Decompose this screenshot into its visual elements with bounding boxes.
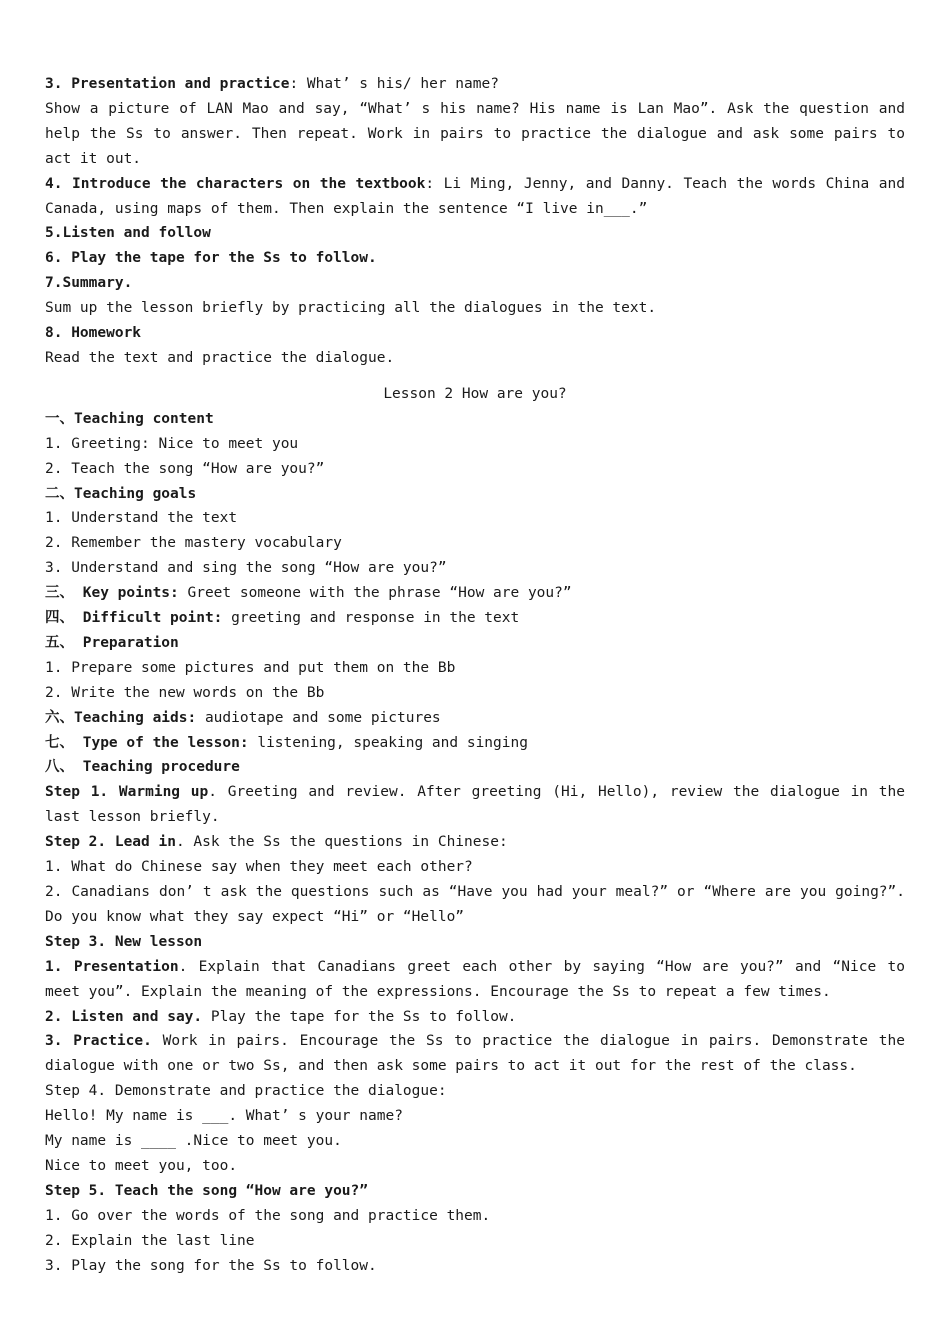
section-5-item: 1. Prepare some pictures and put them on the Bb <box>45 659 456 676</box>
step-5-item: 3. Play the song for the Ss to follow. <box>45 1257 377 1274</box>
step-2-body: . Ask the Ss the questions in Chinese: <box>175 834 508 851</box>
item-5-heading: 5.Listen and follow <box>45 225 211 242</box>
section-4-heading: 四、 Difficult point: <box>45 610 223 627</box>
item-6-heading: 6. Play the tape for the Ss to follow. <box>45 250 377 267</box>
section-5-heading: 五、 Preparation <box>45 634 179 651</box>
section-4-line <box>45 606 905 631</box>
listen-say-heading: 2. Listen and say. <box>45 1008 203 1025</box>
item-3-body: Show a picture of LAN Mao and say, “What’ s his name? His name is Lan Mao”. Ask the question and help the Ss to answer. Then repeat. Work in pairs to practice the dialogue and ask some pairs to act it out. <box>45 100 914 167</box>
item-4-line <box>45 172 914 222</box>
section-1-item: 2. Teach the song “How are you?” <box>45 460 325 477</box>
item-7-heading: 7.Summary. <box>45 275 133 292</box>
step-4-heading: Step 4. Demonstrate and practice the dialogue: <box>45 1083 447 1100</box>
presentation-heading: 1. Presentation <box>45 958 179 975</box>
item-4-heading: 4. Introduce the characters on the textbook <box>45 175 426 192</box>
step-1-body: . Greeting and review. After greeting (Hi, Hello), review the dialogue in the last lesson briefly. <box>45 784 914 826</box>
section-1-heading: 一、Teaching content <box>45 410 214 427</box>
step-2-question: 2. Canadians don’ t ask the questions such as “Have you had your meal?” or “Where are you going?”. Do you know what they say expect “Hi” or “Hello” <box>45 884 923 925</box>
item-3-question: : What’ s his/ her name? <box>289 76 499 92</box>
lesson-2-title: Lesson 2 How are you? <box>383 385 567 402</box>
item-8-body: Read the text and practice the dialogue. <box>45 349 395 366</box>
step-1-line <box>45 780 914 830</box>
section-6-heading: 六、Teaching aids: <box>45 709 197 726</box>
section-1-item: 1. Greeting: Nice to meet you <box>45 435 299 452</box>
step-5-item: 1. Go over the words of the song and practice them. <box>45 1207 491 1224</box>
step-5-heading: Step 5. Teach the song “How are you?” <box>45 1182 369 1199</box>
dialogue-line: My name is ____ .Nice to meet you. <box>45 1133 342 1150</box>
presentation-body: . Explain that Canadians greet each other by saying “How are you?” and “Nice to meet you”. Explain the meaning of the expressions. Encourage the Ss to repeat a few times. <box>45 958 914 1000</box>
step-2-question: 1. What do Chinese say when they meet each other? <box>45 859 473 876</box>
step-2-line <box>45 830 905 855</box>
listen-say-body: Play the tape for the Ss to follow. <box>202 1008 517 1025</box>
section-7-heading: 七、 Type of the lesson: <box>45 734 249 751</box>
section-2-heading: 二、Teaching goals <box>45 485 197 502</box>
listen-say-line <box>45 1005 905 1030</box>
section-2-item: 3. Understand and sing the song “How are you?” <box>45 560 447 577</box>
section-2-item: 1. Understand the text <box>45 510 238 527</box>
item-3-heading-line <box>45 72 905 97</box>
section-7-line <box>45 731 905 756</box>
practice-line <box>45 1029 914 1079</box>
section-2-item: 2. Remember the mastery vocabulary <box>45 535 342 552</box>
section-3-heading: 三、 Key points: <box>45 585 179 602</box>
item-8-heading: 8. Homework <box>45 325 142 342</box>
section-4-body: greeting and response in the text <box>222 610 520 627</box>
section-5-item: 2. Write the new words on the Bb <box>45 684 325 701</box>
section-6-line <box>45 706 905 731</box>
section-6-body: audiotape and some pictures <box>196 709 441 726</box>
step-3-heading: Step 3. New lesson <box>45 933 203 950</box>
step-1-heading: Step 1. Warming up <box>45 784 209 801</box>
document-page <box>45 72 923 1279</box>
item-4-body: : Li Ming, Jenny, and Danny. Teach the words China and Canada, using maps of them. Then explain the sentence “I live in___.” <box>45 175 914 217</box>
step-2-heading: Step 2. Lead in <box>45 834 176 851</box>
dialogue-line: Hello! My name is ___. What’ s your name? <box>45 1108 403 1125</box>
step-5-item: 2. Explain the last line <box>45 1232 255 1249</box>
section-7-body: listening, speaking and singing <box>248 734 528 751</box>
practice-body: Work in pairs. Encourage the Ss to practice the dialogue in pairs. Demonstrate the dialogue with one or two Ss, and then ask some pairs to act it out for the rest of the class. <box>45 1033 914 1075</box>
section-8-heading: 八、 Teaching procedure <box>45 759 240 776</box>
item-7-body: Sum up the lesson briefly by practicing all the dialogues in the text. <box>45 300 657 317</box>
section-3-body: Greet someone with the phrase “How are you?” <box>178 585 572 602</box>
dialogue-line: Nice to meet you, too. <box>45 1157 238 1174</box>
presentation-line <box>45 955 914 1005</box>
section-3-line <box>45 581 905 606</box>
item-3-heading: 3. Presentation and practice <box>45 76 290 92</box>
practice-heading: 3. Practice. <box>45 1033 152 1050</box>
